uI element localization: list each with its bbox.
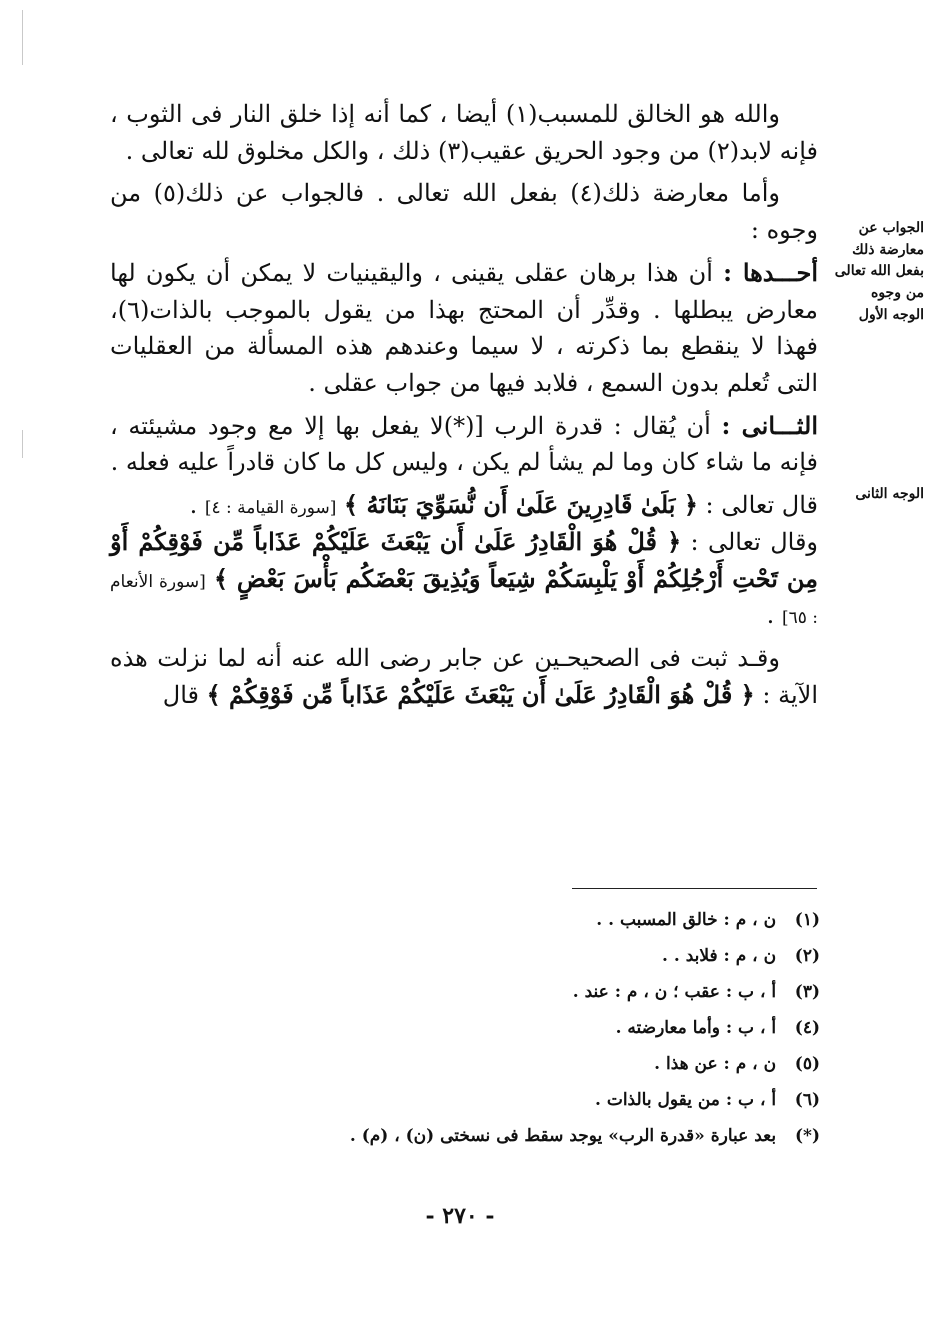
footnote-divider bbox=[572, 888, 817, 889]
point-heading-second: الثـــانى : bbox=[721, 410, 818, 440]
verse-intro: قال تعالى : bbox=[705, 491, 818, 520]
paragraph-3-text: أن هذا برهان عقلى يقينى ، واليقينيات لا يمكن أن يكون لها معارض يبطلها . وقدِّر أن المحتج بهذا من يقول بالموجب بالذات(٦)، فهذا لا ينقطع بما ذكرته ، لا سيما وعندهم هذه المسألة من العقليات التى تُعلم بدون السمع ، فلابد فيها من جواب عقلى . bbox=[110, 258, 818, 398]
paragraph-3 bbox=[110, 255, 818, 402]
point-heading-first: أحـــدها : bbox=[723, 257, 818, 287]
footnote-number: (٢) bbox=[794, 946, 820, 966]
scan-edge-mark bbox=[22, 430, 23, 458]
footnotes bbox=[300, 902, 820, 1154]
paragraph-7-text: وقـد ثبت فى الصحيحـين عن جابر رضى الله عنه أنه لما نزلت هذه الآية : bbox=[110, 644, 818, 709]
margin-note-second-point: الوجه الثانى bbox=[855, 486, 924, 502]
footnote-number: (١) bbox=[794, 910, 820, 930]
footnote bbox=[300, 902, 820, 938]
footnote-number: (*) bbox=[795, 1126, 820, 1146]
margin-note-first-point: الوجه الأول bbox=[858, 306, 924, 323]
paragraph-1: والله هو الخالق للمسبب(١) أيضا ، كما أنه إذا خلق النار فى الثوب ، فإنه لابد(٢) من وجود الحريق عقيب(٣) ذلك ، والكل مخلوق لله تعالى . bbox=[110, 100, 818, 165]
footnote-text: أ ، ب : عقب ؛ ن ، م : عند . bbox=[572, 982, 777, 1002]
footnote-number: (٦) bbox=[794, 1090, 820, 1110]
paragraph-6 bbox=[110, 524, 818, 634]
quran-verse: ﴿ قُلْ هُوَ الْقَادِرُ عَلَىٰ أَن يَبْعَثَ عَلَيْكُمْ عَذَاباً مِّن فَوْقِكُمْ ﴾ bbox=[206, 679, 755, 709]
quran-verse: ﴿ بَلَىٰ قَادِرِينَ عَلَىٰ أَن نُّسَوِّيَ بَنَانَهُ ﴾ bbox=[344, 490, 698, 520]
footnote-text: ن ، م : فلابد . . bbox=[662, 946, 777, 966]
scan-edge-mark bbox=[22, 10, 23, 65]
footnote-text: أ ، ب : وأما معارضته . bbox=[615, 1018, 777, 1038]
main-text-body bbox=[110, 96, 818, 714]
verse-intro: وقال تعالى : bbox=[690, 527, 819, 556]
margin-note-answer bbox=[832, 218, 924, 326]
page-number: - ٢٧٠ - bbox=[425, 1203, 495, 1229]
margin-note-text: الجواب عن معارضة ذلك بفعل الله تعالى من وجوه bbox=[834, 220, 924, 302]
paragraph-2: وأما معارضة ذلك(٤) بفعل الله تعالى . فالجواب عن ذلك(٥) من وجوه : bbox=[110, 179, 818, 245]
quran-verse: ﴿ قُلْ هُوَ الْقَادِرُ عَلَىٰ أَن يَبْعَثَ عَلَيْكُمْ عَذَاباً مِّن فَوْقِكُمْ أَوْ مِن تَحْتِ أَرْجُلِكُمْ أَوْ يَلْبِسَكُمْ شِيَعاً وَيُذِيقَ بَعْضَكُم بَأْسَ بَعْضٍ ﴾ bbox=[110, 526, 818, 593]
footnote bbox=[300, 974, 820, 1010]
sentence-end: . bbox=[766, 601, 775, 630]
paragraph-5 bbox=[110, 487, 818, 524]
footnote bbox=[300, 1118, 820, 1154]
paragraph-7-end: قال bbox=[162, 680, 199, 709]
verse-reference: [سورة الأنعام : ٦٥] bbox=[110, 571, 818, 629]
footnote-number: (٤) bbox=[794, 1018, 820, 1038]
footnote bbox=[300, 1010, 820, 1046]
footnote-text: ن ، م : خالق المسبب . . bbox=[596, 910, 777, 930]
paragraph-4-text: أن يُقال : قدرة الرب [(*)لا يفعل بها إلا مع وجود مشيئته ، فإنه ما شاء كان وما لم يشأ لم يكن ، وليس كل ما كان قادراً عليه فعله . bbox=[110, 411, 818, 477]
footnote-number: (٣) bbox=[794, 982, 820, 1002]
paragraph-7 bbox=[110, 640, 818, 713]
footnote-number: (٥) bbox=[794, 1054, 820, 1074]
sentence-end: . bbox=[189, 491, 198, 520]
footnote-text: ن ، م : عن هذا . bbox=[654, 1054, 777, 1074]
footnote bbox=[300, 1046, 820, 1082]
footnote-text: بعد عبارة «قدرة الرب» يوجد سقط فى نسختى (ن) ، (م) . bbox=[349, 1126, 777, 1146]
footnote bbox=[300, 1082, 820, 1118]
verse-reference: [سورة القيامة : ٤] bbox=[204, 498, 337, 519]
footnote-text: أ ، ب : من يقول بالذات . bbox=[594, 1090, 777, 1110]
paragraph-4 bbox=[110, 408, 818, 481]
footnote bbox=[300, 938, 820, 974]
